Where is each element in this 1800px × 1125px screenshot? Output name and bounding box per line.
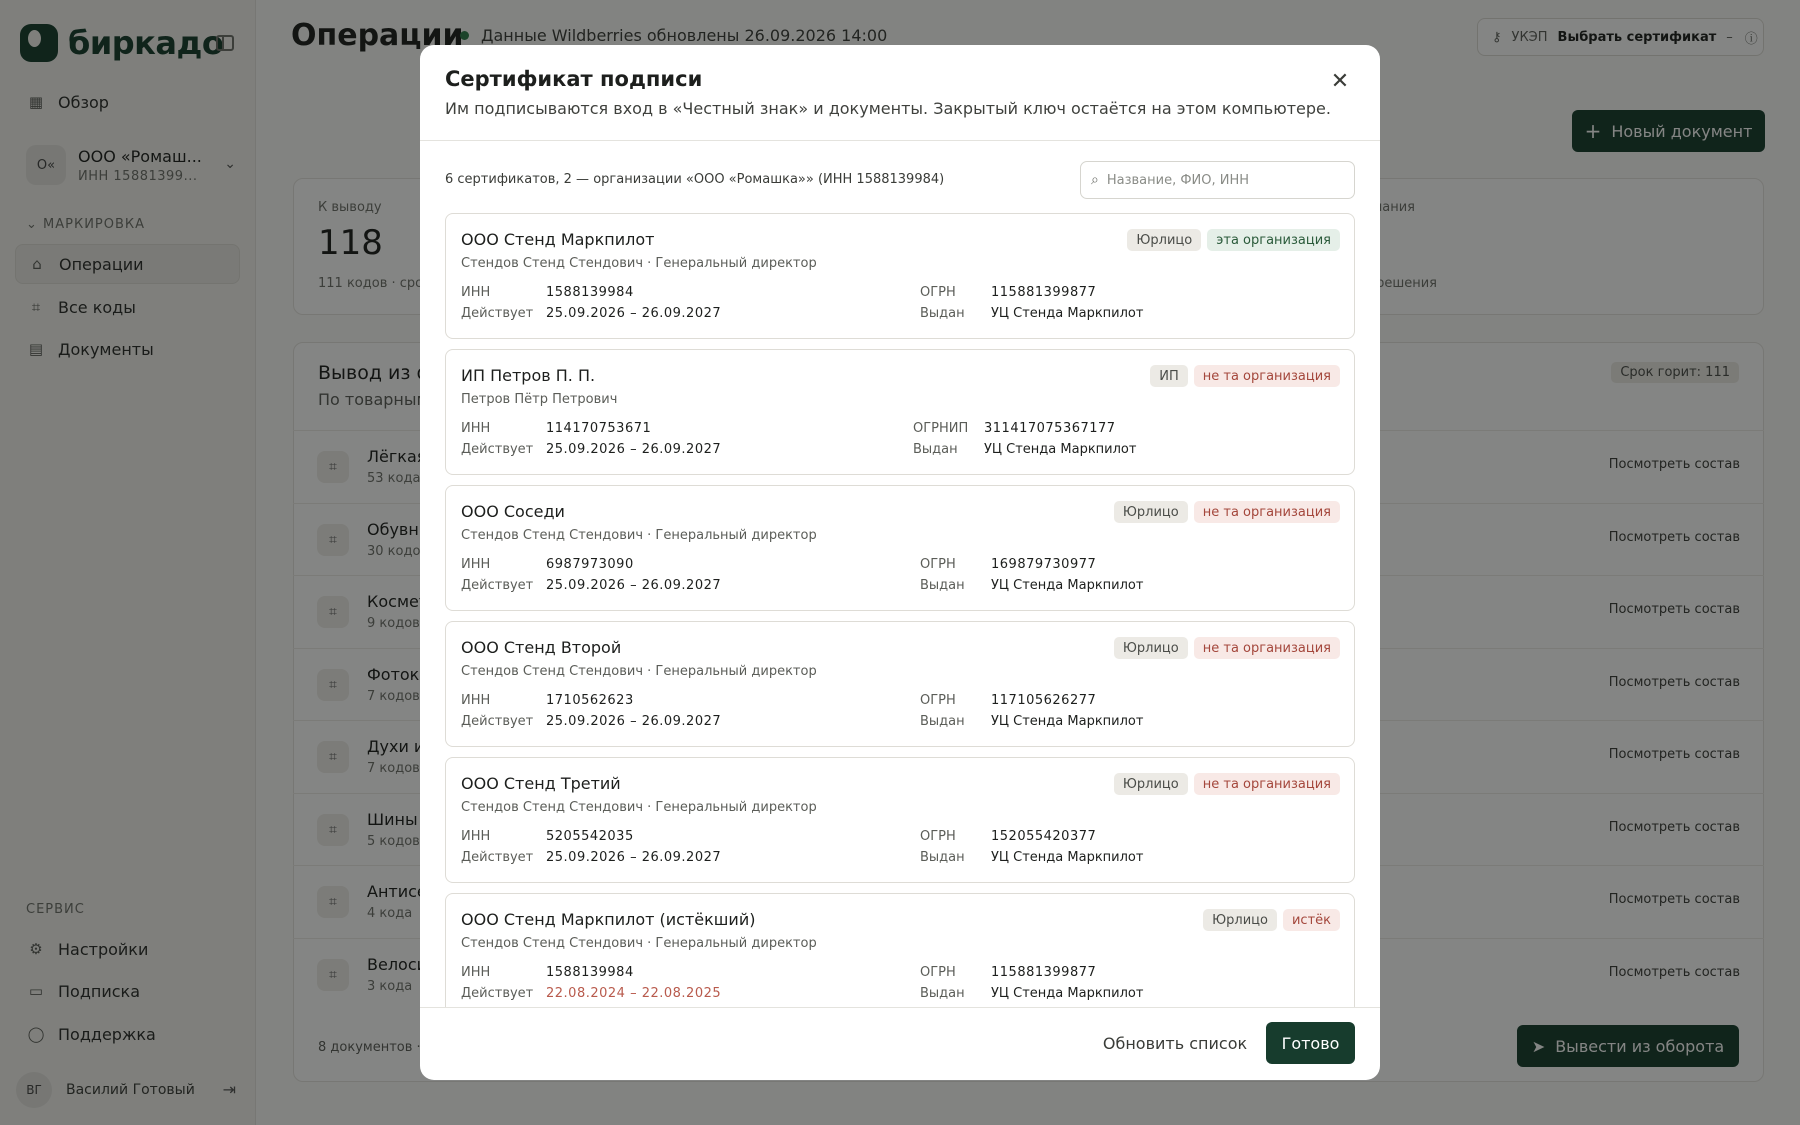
reg-label: ОГРНИП (913, 421, 969, 436)
certificate-person: Стендов Стенд Стендович · Генеральный директор (461, 664, 817, 679)
reg-value: 311417075367177 (984, 421, 1116, 436)
status-badge: истёк (1283, 909, 1340, 931)
certificate-name: ООО Стенд Второй (461, 638, 622, 657)
status-badge: Юрлицо (1114, 501, 1188, 523)
reg-value: 169879730977 (991, 557, 1097, 572)
certificate-card[interactable] (445, 213, 1355, 339)
inn-value: 1710562623 (546, 693, 634, 708)
certificate-card[interactable] (445, 485, 1355, 611)
certificate-tags (1121, 229, 1340, 251)
status-badge: Юрлицо (1203, 909, 1277, 931)
certificate-person: Стендов Стенд Стендович · Генеральный директор (461, 528, 817, 543)
search-field[interactable] (1080, 161, 1355, 199)
certificate-name: ООО Стенд Маркпилот (461, 230, 655, 249)
certificate-person: Стендов Стенд Стендович · Генеральный директор (461, 800, 817, 815)
reg-label: ОГРН (920, 965, 956, 980)
certificate-list[interactable] (445, 213, 1355, 1007)
status-badge: Юрлицо (1114, 773, 1188, 795)
issued-value: УЦ Стенда Маркпилот (991, 986, 1144, 1001)
reg-label: ОГРН (920, 557, 956, 572)
status-badge: Юрлицо (1127, 229, 1201, 251)
divider (420, 140, 1380, 141)
valid-label: Действует (461, 850, 534, 865)
inn-label: ИНН (461, 285, 491, 300)
certificate-card[interactable] (445, 621, 1355, 747)
certificate-tags (1197, 909, 1340, 931)
inn-label: ИНН (461, 693, 491, 708)
valid-value: 25.09.2026 – 26.09.2027 (546, 850, 722, 865)
status-badge: не та организация (1194, 501, 1340, 523)
issued-label: Выдан (913, 442, 958, 457)
inn-label: ИНН (461, 829, 491, 844)
certificate-name: ИП Петров П. П. (461, 366, 596, 385)
inn-label: ИНН (461, 421, 491, 436)
certificate-name: ООО Стенд Маркпилот (истёкший) (461, 910, 756, 929)
inn-value: 1588139984 (546, 285, 634, 300)
inn-value: 1588139984 (546, 965, 634, 980)
certificate-tags (1144, 365, 1340, 387)
valid-value: 22.08.2024 – 22.08.2025 (546, 986, 722, 1001)
inn-value: 114170753671 (546, 421, 652, 436)
issued-label: Выдан (920, 306, 965, 321)
reg-value: 115881399877 (991, 965, 1097, 980)
certificate-name: ООО Стенд Третий (461, 774, 621, 793)
certificate-modal (420, 45, 1380, 1080)
reg-label: ОГРН (920, 829, 956, 844)
inn-value: 6987973090 (546, 557, 634, 572)
valid-label: Действует (461, 578, 534, 593)
reg-label: ОГРН (920, 693, 956, 708)
certificates-count: 6 сертификатов, 2 — организации «ООО «Ромашка»» (ИНН 1588139984) (445, 172, 945, 187)
issued-value: УЦ Стенда Маркпилот (984, 442, 1137, 457)
issued-value: УЦ Стенда Маркпилот (991, 714, 1144, 729)
refresh-list-button[interactable]: Обновить список (1102, 1033, 1248, 1053)
reg-label: ОГРН (920, 285, 956, 300)
certificate-tags (1108, 501, 1340, 523)
search-input[interactable] (1107, 173, 1327, 188)
issued-label: Выдан (920, 986, 965, 1001)
certificate-person: Стендов Стенд Стендович · Генеральный директор (461, 936, 817, 951)
close-icon[interactable]: ✕ (1330, 68, 1350, 94)
reg-value: 152055420377 (991, 829, 1097, 844)
valid-label: Действует (461, 306, 534, 321)
valid-value: 25.09.2026 – 26.09.2027 (546, 578, 722, 593)
issued-label: Выдан (920, 578, 965, 593)
certificate-name: ООО Соседи (461, 502, 565, 521)
valid-value: 25.09.2026 – 26.09.2027 (546, 714, 722, 729)
issued-label: Выдан (920, 714, 965, 729)
issued-value: УЦ Стенда Маркпилот (991, 306, 1144, 321)
status-badge: не та организация (1194, 365, 1340, 387)
inn-label: ИНН (461, 557, 491, 572)
status-badge: не та организация (1194, 637, 1340, 659)
valid-label: Действует (461, 714, 534, 729)
certificate-tags (1108, 637, 1340, 659)
status-badge: не та организация (1194, 773, 1340, 795)
done-button[interactable]: Готово (1266, 1022, 1355, 1064)
status-badge: ИП (1150, 365, 1188, 387)
issued-value: УЦ Стенда Маркпилот (991, 578, 1144, 593)
certificate-card[interactable] (445, 757, 1355, 883)
valid-label: Действует (461, 442, 534, 457)
modal-description: Им подписываются вход в «Честный знак» и документы. Закрытый ключ остаётся на этом компьютере. (445, 99, 1331, 118)
valid-value: 25.09.2026 – 26.09.2027 (546, 306, 722, 321)
reg-value: 115881399877 (991, 285, 1097, 300)
certificate-person: Петров Пётр Петрович (461, 392, 618, 407)
certificate-card[interactable] (445, 893, 1355, 1007)
certificate-person: Стендов Стенд Стендович · Генеральный директор (461, 256, 817, 271)
inn-value: 5205542035 (546, 829, 634, 844)
modal-title: Сертификат подписи (445, 67, 703, 91)
certificate-tags (1108, 773, 1340, 795)
issued-value: УЦ Стенда Маркпилот (991, 850, 1144, 865)
valid-label: Действует (461, 986, 534, 1001)
certificate-card[interactable] (445, 349, 1355, 475)
issued-label: Выдан (920, 850, 965, 865)
status-badge: эта организация (1207, 229, 1340, 251)
status-badge: Юрлицо (1114, 637, 1188, 659)
valid-value: 25.09.2026 – 26.09.2027 (546, 442, 722, 457)
reg-value: 117105626277 (991, 693, 1097, 708)
divider (420, 1007, 1380, 1008)
inn-label: ИНН (461, 965, 491, 980)
search-icon: ⌕ (1091, 172, 1099, 188)
